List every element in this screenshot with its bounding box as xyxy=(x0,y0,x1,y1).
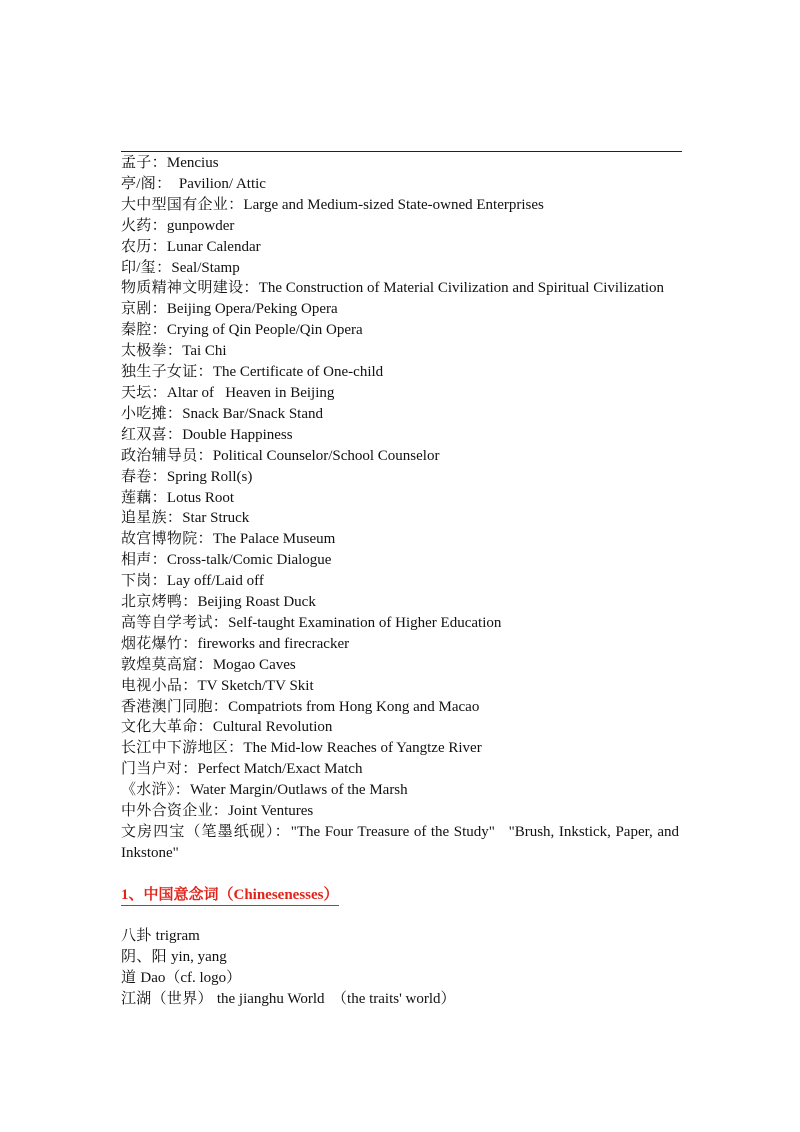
term-chinese: 道 xyxy=(121,970,141,987)
glossary-content xyxy=(121,153,683,1010)
glossary-entry xyxy=(121,780,679,801)
term-chinese: 中外合资企业： xyxy=(121,803,229,820)
term-chinese: 敦煌莫高窟： xyxy=(121,656,213,673)
glossary-entry xyxy=(121,299,679,320)
term-chinese: 秦腔： xyxy=(121,322,167,339)
glossary-entry xyxy=(121,216,679,237)
term-chinese: 莲藕： xyxy=(121,489,167,506)
term-chinese: 京剧： xyxy=(121,301,167,318)
term-chinese: 下岗： xyxy=(121,573,167,590)
term-english: Pavilion/ Attic xyxy=(171,175,266,192)
term-chinese: 红双喜： xyxy=(121,426,183,443)
glossary-entry xyxy=(121,697,679,718)
term-english: Star Struck xyxy=(182,510,250,527)
glossary-entry xyxy=(121,926,679,947)
term-chinese: 亭/阁： xyxy=(121,175,172,192)
glossary-entry xyxy=(121,258,679,279)
term-english: Perfect Match/Exact Match xyxy=(197,761,363,778)
term-english: Beijing Roast Duck xyxy=(197,594,316,611)
section-heading: 1、中国意念词（Chinesenesses） xyxy=(121,886,339,906)
glossary-entry xyxy=(121,968,679,989)
term-english: yin, yang xyxy=(170,949,227,966)
glossary-entry xyxy=(121,320,679,341)
term-chinese: 印/玺： xyxy=(121,259,172,276)
glossary-entry xyxy=(121,550,679,571)
glossary-entry xyxy=(121,634,679,655)
term-chinese: 追星族： xyxy=(121,510,183,527)
glossary-entry xyxy=(121,383,679,404)
term-english: Lunar Calendar xyxy=(166,238,261,255)
term-english: "The Four Treasure of the Study" "Brush, Inkstick, Paper, and Inkstone" xyxy=(121,824,683,861)
glossary-entry xyxy=(121,467,679,488)
glossary-entry xyxy=(121,341,679,362)
term-chinese: 太极拳： xyxy=(121,343,183,360)
term-chinese: 小吃摊： xyxy=(121,405,183,422)
term-english: Spring Roll(s) xyxy=(166,468,253,485)
term-english: Mencius xyxy=(166,155,219,171)
term-english: Seal/Stamp xyxy=(171,259,240,276)
term-chinese: 长江中下游地区： xyxy=(121,740,244,757)
term-chinese: 相声： xyxy=(121,552,167,569)
term-english: Self-taught Examination of Higher Education xyxy=(228,614,502,631)
glossary-entry xyxy=(121,655,679,676)
term-english: Mogao Caves xyxy=(212,656,296,673)
term-english: Snack Bar/Snack Stand xyxy=(182,405,324,422)
term-english: trigram xyxy=(155,928,200,945)
term-english: The Palace Museum xyxy=(212,531,336,548)
term-english: Water Margin/Outlaws of the Marsh xyxy=(190,782,408,799)
glossary-entry xyxy=(121,195,679,216)
term-chinese: 文房四宝（笔墨纸砚）： xyxy=(121,824,291,840)
term-english: fireworks and firecracker xyxy=(197,635,350,652)
term-chinese: 香港澳门同胞： xyxy=(121,698,229,715)
term-english: Political Counselor/School Counselor xyxy=(212,447,440,464)
glossary-entry xyxy=(121,822,683,864)
glossary-entry xyxy=(121,488,679,509)
term-english: Lotus Root xyxy=(166,489,234,506)
term-english: The Mid-low Reaches of Yangtze River xyxy=(243,740,482,757)
term-chinese: 故宫博物院： xyxy=(121,531,213,548)
term-chinese: 火药： xyxy=(121,217,167,234)
glossary-entry xyxy=(121,989,679,1010)
term-chinese: 春卷： xyxy=(121,468,167,485)
term-chinese: 农历： xyxy=(121,238,167,255)
term-chinese: 北京烤鸭： xyxy=(121,594,198,611)
term-chinese: 阴、阳 xyxy=(121,949,171,966)
term-english: Tai Chi xyxy=(182,343,227,360)
glossary-entry xyxy=(121,508,679,529)
term-english: The Construction of Material Civilization and Spiritual Civilization xyxy=(258,280,665,297)
term-chinese: 烟花爆竹： xyxy=(121,635,198,652)
glossary-entry xyxy=(121,738,679,759)
term-chinese: 八卦 xyxy=(121,928,156,945)
header-rule xyxy=(121,151,682,152)
glossary-entry xyxy=(121,571,679,592)
term-english: The Certificate of One-child xyxy=(212,364,384,381)
term-english: Compatriots from Hong Kong and Macao xyxy=(228,698,480,715)
term-english: Cross-talk/Comic Dialogue xyxy=(166,552,332,569)
term-english: Joint Ventures xyxy=(228,803,314,820)
glossary-entry xyxy=(121,237,679,258)
term-chinese: 独生子女证： xyxy=(121,364,213,381)
glossary-entry xyxy=(121,153,679,174)
glossary-entry xyxy=(121,404,679,425)
term-english: Altar of Heaven in Beijing xyxy=(166,384,335,401)
glossary-entry xyxy=(121,174,679,195)
term-english: the jianghu World （the traits' world） xyxy=(216,991,456,1008)
term-english: gunpowder xyxy=(166,217,235,234)
term-chinese: 政治辅导员： xyxy=(121,447,213,464)
term-english: Cultural Revolution xyxy=(212,719,333,736)
glossary-entry xyxy=(121,446,679,467)
term-english: Beijing Opera/Peking Opera xyxy=(166,301,338,318)
term-chinese: 高等自学考试： xyxy=(121,614,229,631)
glossary-entry xyxy=(121,425,679,446)
glossary-entry xyxy=(121,801,679,822)
section-term-list xyxy=(121,926,679,1010)
glossary-entry xyxy=(121,613,679,634)
term-english: Dao（cf. logo） xyxy=(140,970,242,987)
term-chinese: 门当户对： xyxy=(121,761,198,778)
term-english: Crying of Qin People/Qin Opera xyxy=(166,322,363,339)
term-chinese: 天坛： xyxy=(121,384,167,401)
term-chinese: 大中型国有企业： xyxy=(121,196,244,213)
glossary-entry xyxy=(121,717,679,738)
term-chinese: 文化大革命： xyxy=(121,719,213,736)
term-chinese: 《水浒》： xyxy=(121,782,191,799)
term-english: TV Sketch/TV Skit xyxy=(197,677,314,694)
term-chinese: 江湖（世界） xyxy=(121,991,217,1008)
term-english: Double Happiness xyxy=(182,426,293,443)
glossary-entry xyxy=(121,676,679,697)
term-chinese: 物质精神文明建设： xyxy=(121,280,259,297)
glossary-entry xyxy=(121,592,679,613)
term-english: Large and Medium-sized State-owned Enterprises xyxy=(243,196,544,213)
term-list xyxy=(121,153,683,864)
glossary-entry xyxy=(121,529,679,550)
term-chinese: 孟子： xyxy=(121,155,167,171)
glossary-entry xyxy=(121,947,679,968)
term-english: Lay off/Laid off xyxy=(166,573,264,590)
glossary-entry xyxy=(121,278,679,299)
glossary-entry xyxy=(121,362,679,383)
term-chinese: 电视小品： xyxy=(121,677,198,694)
glossary-entry xyxy=(121,759,679,780)
